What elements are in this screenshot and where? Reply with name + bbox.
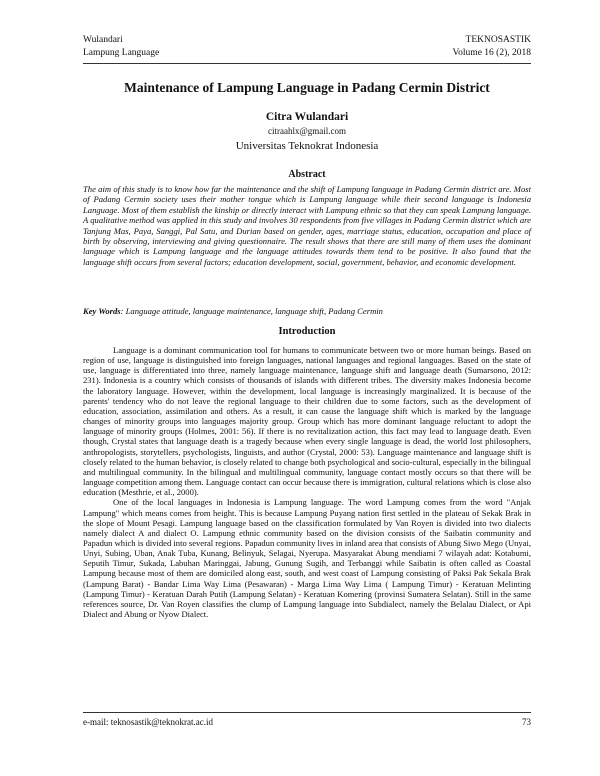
paragraph: One of the local languages in Indonesia is Lampung language. The word Lampung comes from the word "Anjak Lampung" which means comes from height. This is because Lampung Puyang nation first settled in the plateau of Sekak Brak in the slope of Mount Pesagi. Lampung language based on the classification formulated by Van Royen is divided into two dialects namely dialect A and dialect O. Lampung ethnic community based on the division consists of the Saibatin community and Papadun which is divided into several regions. Papadun community lives in inland area that consists of Abung Siwo Mego (Unyai, Unyi, Subing, Uban, Anak Tuba, Kunang, Belinyuk, Selagai, Nyerupa. Masyarakat Abung mendiami 7 wilayah adat: Kotabumi, Seputih Timur, Sukada, Labuhan Maringgai, Jabung, Gunung Sugih, and Terbanggi while Saibatin is often called as Coastal Lampung because most of them are domiciled along east, south, and west coast of Lampung consisting of Paksi Pak Sekala Brak (Lampung Barat) - Bandar Lima Way Lima (Pesawaran) - Marga Lima Way Lima ( Lampung Timur) - Keratuan Melinting (Lampung Timur) - Keratuan Darah Putih (Lampung Selatan) - Keratuan Komering (provinsi Sumatera Selatan). Still in the same references source, Dr. Van Royen classifies the clump of Lampung language into Subdialect, namely the Belalau Dialect, or Api Dialect and Abung or Nyow Dialect.	[83, 497, 531, 620]
introduction-heading: Introduction	[278, 326, 336, 337]
keywords-list: : Language attitude, language maintenance, language shift, Padang Cermin	[120, 306, 383, 316]
introduction-body	[83, 345, 531, 619]
header-journal: TEKNOSASTIK	[465, 35, 531, 45]
author-email[interactable]: citraahlx@gmail.com	[267, 126, 346, 136]
footer-divider	[83, 712, 531, 713]
header-volume: Volume 16 (2), 2018	[452, 48, 531, 58]
footer-email[interactable]: e-mail: teknosastik@teknokrat.ac.id	[83, 717, 213, 727]
abstract-text: The aim of this study is to know how far the maintenance and the shift of Lampung language in Padang Cermin district are. Most of Padang Cermin society uses their mother tongue which is Lampung language while their second language is Indonesia Language. Most of them establish the kinship or directly interact with Lampung ethnic so that they can speak Lampung language. A qualitative method was applied in this study and involves 30 respondents from five villages in Padang Cermin district which are Tanjung Mas, Paya, Sanggi, Pal Satu, and Durian based on gender, ages, marriage status, education, occupation and place of birth by observing, interviewing and giving questionnaire. The result shows that there are still many of them uses the dominant language which is Lampung language and the language attitudes towards them tend to be positive. It also found that the language shift occurs from several factors; education development, social, government, behavior, and economic development.	[83, 184, 531, 267]
keywords-label: Key Words	[83, 306, 121, 316]
keywords	[83, 306, 531, 316]
author-name: Citra Wulandari	[265, 111, 349, 123]
header-divider	[83, 63, 531, 64]
running-header-left	[83, 34, 159, 60]
author-affiliation: Universitas Teknokrat Indonesia	[235, 140, 379, 152]
page-number: 73	[522, 717, 531, 727]
paragraph: Language is a dominant communication tool for humans to communicate between two or more human beings. Based on region of use, language is distinguished into foreign languages, national languages and regional languages. Based on the state of use, language is differentiated into three, namely language maintenance, language shift and language death (Sumarsono, 2012: 231). Indonesia is a country which consists of thousands of islands with different tribes. The diversity makes Indonesia become the laboratory language. However, within the development, local language is increasingly marginalized. It is because of the parents' tendency who do not leave the regional language to their children due to some factors, such as the development of education, association, assimilation and others. As a result, it can cause the language shift which is marked by the language changes of minority groups into languages majority group. Group which has more dominant language reluctant to adopt the language of minority groups (Holmes, 2001: 56). If there is no revitalization action, this fact may lead to language death. Even though, Crystal states that language death is a tragedy because when every single language is dead, the world lost philosophers, anthropologists, storytellers, psychologists, linguists, and author (Crystal, 2000: 53). Language maintenance and language shift is closely related to the human behavior, is closely related to change both psychological and socio-cultural, especially in the bilingual and multilingual community. In the bilingual and multilingual community, language contact mostly occurs so that there will be language competition among them. Language contact can occur because there is immigration, cultural relations which is close also education (Mesthrie, et al., 2000).	[83, 345, 531, 498]
header-author: Wulandari	[83, 35, 123, 45]
article-title: Maintenance of Lampung Language in Padang Cermin District	[124, 80, 490, 95]
header-subject: Lampung Language	[83, 48, 160, 58]
abstract-heading: Abstract	[288, 169, 326, 180]
running-header-right	[453, 34, 531, 60]
